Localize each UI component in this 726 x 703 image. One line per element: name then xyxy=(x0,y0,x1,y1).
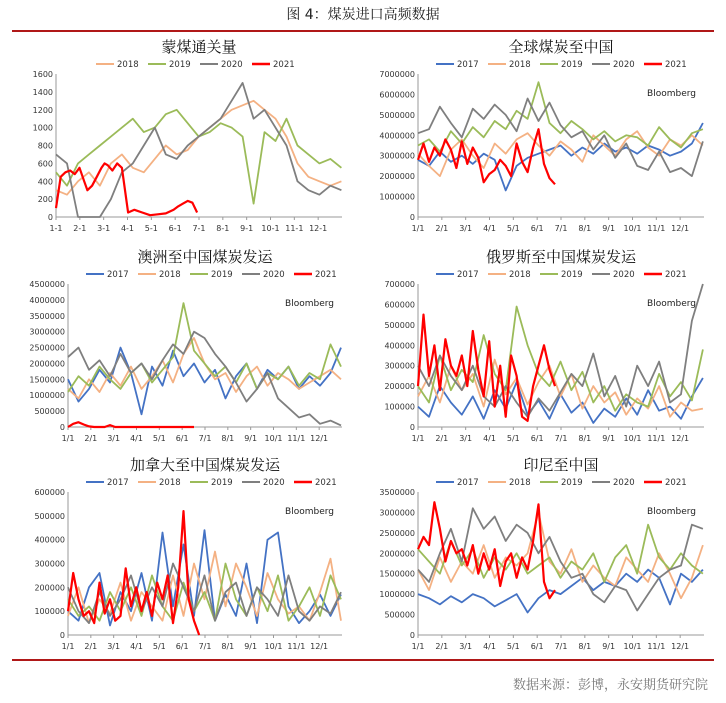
x-tick-label: 10/1 xyxy=(623,434,642,443)
series-line-2019 xyxy=(56,110,341,204)
chart-legend xyxy=(86,270,337,280)
y-tick-label: 600000 xyxy=(34,488,65,497)
x-tick-label: 1-1 xyxy=(49,224,63,233)
y-tick-label: 1500000 xyxy=(379,569,415,579)
chart-legend xyxy=(436,478,687,488)
x-tick-label: 12/1 xyxy=(671,224,690,233)
x-tick-label: 2/1 xyxy=(84,434,98,443)
legend-label-2017: 2017 xyxy=(457,60,479,70)
x-tick-label: 5-1 xyxy=(144,224,158,233)
x-tick-label: 12/1 xyxy=(671,434,690,443)
x-tick-label: 1/1 xyxy=(411,434,425,443)
x-tick-label: 3/1 xyxy=(107,642,121,651)
x-tick-label: 6/1 xyxy=(530,224,544,233)
legend-label-2021: 2021 xyxy=(665,478,687,488)
chart-title: 全球煤炭至中国 xyxy=(508,38,614,56)
x-tick-label: 6/1 xyxy=(175,642,189,651)
x-tick-label: 6/1 xyxy=(530,642,544,651)
x-tick-label: 7/1 xyxy=(198,642,212,651)
y-tick-label: 4000000 xyxy=(29,295,65,305)
legend-label-2018: 2018 xyxy=(509,478,531,488)
y-tick-label: 200 xyxy=(37,195,53,205)
chart-canada-coal-to-china xyxy=(12,454,352,659)
x-tick-label: 1/1 xyxy=(411,642,425,651)
y-tick-label: 500000 xyxy=(34,407,65,417)
chart-title: 加拿大至中国煤炭发运 xyxy=(129,456,281,474)
x-tick-label: 7/1 xyxy=(554,224,568,233)
x-tick-label: 4/1 xyxy=(483,642,496,651)
y-tick-label: 0 xyxy=(409,213,415,222)
y-tick-label: 7000000 xyxy=(379,70,415,79)
x-tick-label: 11/1 xyxy=(287,434,306,443)
y-tick-label: 3000000 xyxy=(29,327,65,337)
y-tick-label: 3000000 xyxy=(379,508,415,518)
series-line-2020 xyxy=(56,83,341,217)
y-tick-label: 4500000 xyxy=(29,280,65,289)
x-tick-label: 3/1 xyxy=(459,434,473,443)
x-tick-label: 2/1 xyxy=(84,642,98,651)
x-tick-label: 9/1 xyxy=(602,642,616,651)
legend-label-2019: 2019 xyxy=(169,60,191,70)
legend-label-2021: 2021 xyxy=(665,60,687,70)
x-tick-label: 12-1 xyxy=(309,224,328,233)
y-tick-label: 1000 xyxy=(32,123,53,133)
y-tick-label: 100000 xyxy=(34,607,65,617)
bloomberg-note: Bloomberg xyxy=(647,507,696,517)
x-tick-label: 8/1 xyxy=(221,434,235,443)
chart-title: 澳洲至中国煤炭发运 xyxy=(137,248,273,266)
legend-label-2018: 2018 xyxy=(509,270,531,280)
x-tick-label: 9/1 xyxy=(602,224,616,233)
x-tick-label: 10/1 xyxy=(623,224,642,233)
y-tick-label: 300000 xyxy=(384,361,415,371)
x-tick-label: 8/1 xyxy=(221,642,235,651)
x-tick-label: 2/1 xyxy=(435,642,449,651)
x-tick-label: 9/1 xyxy=(244,642,258,651)
legend-label-2019: 2019 xyxy=(561,478,583,488)
legend-label-2018: 2018 xyxy=(117,60,139,70)
x-tick-label: 1/1 xyxy=(61,642,75,651)
x-tick-label: 7/1 xyxy=(554,434,568,443)
legend-label-2020: 2020 xyxy=(263,478,285,488)
legend-label-2020: 2020 xyxy=(263,270,285,280)
series-line-2019 xyxy=(68,303,341,392)
y-tick-label: 500000 xyxy=(34,511,65,521)
x-tick-label: 5/1 xyxy=(152,642,166,651)
y-tick-label: 2000000 xyxy=(379,549,415,559)
y-tick-label: 1200 xyxy=(32,105,53,115)
legend-label-2019: 2019 xyxy=(561,60,583,70)
y-tick-label: 1000000 xyxy=(29,391,65,401)
y-tick-label: 2500000 xyxy=(29,343,65,353)
x-tick-label: 7/1 xyxy=(198,434,212,443)
x-tick-label: 5/1 xyxy=(506,642,520,651)
x-tick-label: 6/1 xyxy=(530,434,544,443)
chart-indonesia-coal-to-china xyxy=(362,454,714,659)
legend-label-2020: 2020 xyxy=(613,60,635,70)
bloomberg-note: Bloomberg xyxy=(285,507,334,517)
x-tick-label: 7/1 xyxy=(554,642,568,651)
x-tick-label: 5/1 xyxy=(152,434,166,443)
series-line-2021 xyxy=(56,163,197,215)
y-tick-label: 6000000 xyxy=(379,90,415,100)
chart-global-coal-to-china xyxy=(362,36,714,241)
x-tick-label: 10/1 xyxy=(264,642,283,651)
x-tick-label: 4/1 xyxy=(130,642,143,651)
chart-legend xyxy=(436,60,687,70)
x-tick-label: 2/1 xyxy=(435,434,449,443)
x-tick-label: 10-1 xyxy=(261,224,280,233)
legend-label-2021: 2021 xyxy=(315,270,337,280)
figure-title: 图 4：煤炭进口高频数据 xyxy=(286,7,440,23)
y-tick-label: 5000000 xyxy=(379,110,415,120)
y-tick-label: 2000000 xyxy=(29,359,65,369)
x-tick-label: 12/1 xyxy=(671,642,690,651)
x-tick-label: 5/1 xyxy=(506,224,520,233)
x-tick-label: 3/1 xyxy=(107,434,121,443)
x-tick-label: 3/1 xyxy=(459,224,473,233)
chart-legend xyxy=(96,60,295,70)
legend-label-2017: 2017 xyxy=(457,270,479,280)
y-tick-label: 400000 xyxy=(384,341,415,351)
x-tick-label: 4/1 xyxy=(130,434,143,443)
y-tick-label: 1600 xyxy=(32,70,53,79)
chart-legend xyxy=(436,270,687,280)
x-tick-label: 1/1 xyxy=(61,434,75,443)
y-tick-label: 500000 xyxy=(384,320,415,330)
series-line-2018 xyxy=(68,338,341,398)
x-tick-label: 9/1 xyxy=(602,434,616,443)
chart-mongolia-coal-customs xyxy=(12,36,352,241)
series-line-2018 xyxy=(56,101,341,195)
series-line-2020 xyxy=(418,99,703,177)
y-tick-label: 3500000 xyxy=(29,311,65,321)
bloomberg-note: Bloomberg xyxy=(647,89,696,99)
x-tick-label: 8/1 xyxy=(578,434,592,443)
x-tick-label: 8/1 xyxy=(578,224,592,233)
x-tick-label: 10/1 xyxy=(264,434,283,443)
source-note: 数据来源：彭博，永安期货研究院 xyxy=(512,678,708,693)
x-tick-label: 11/1 xyxy=(647,642,666,651)
x-tick-label: 9-1 xyxy=(240,224,254,233)
legend-label-2021: 2021 xyxy=(665,270,687,280)
y-tick-label: 1400 xyxy=(32,87,53,97)
bottom-divider xyxy=(12,659,714,661)
y-tick-label: 0 xyxy=(409,423,415,432)
x-tick-label: 7-1 xyxy=(192,224,206,233)
x-tick-label: 4/1 xyxy=(483,224,496,233)
y-tick-label: 3000000 xyxy=(379,151,415,161)
x-tick-label: 6-1 xyxy=(168,224,182,233)
y-tick-label: 300000 xyxy=(34,559,65,569)
legend-label-2018: 2018 xyxy=(159,478,181,488)
legend-label-2017: 2017 xyxy=(107,478,129,488)
x-tick-label: 2/1 xyxy=(435,224,449,233)
x-tick-label: 9/1 xyxy=(244,434,258,443)
legend-label-2019: 2019 xyxy=(211,270,233,280)
series-line-2017 xyxy=(418,378,703,423)
legend-label-2020: 2020 xyxy=(221,60,243,70)
x-tick-label: 3-1 xyxy=(97,224,111,233)
chart-title: 俄罗斯至中国煤炭发运 xyxy=(485,248,637,266)
x-tick-label: 11-1 xyxy=(285,224,304,233)
legend-label-2019: 2019 xyxy=(561,270,583,280)
chart-title: 蒙煤通关量 xyxy=(161,38,237,56)
y-tick-label: 1500000 xyxy=(29,375,65,385)
y-tick-label: 600 xyxy=(37,159,53,169)
series-line-2021 xyxy=(68,422,194,427)
x-tick-label: 2-1 xyxy=(73,224,87,233)
legend-label-2021: 2021 xyxy=(273,60,295,70)
bloomberg-note: Bloomberg xyxy=(285,299,334,309)
y-tick-label: 500000 xyxy=(384,610,415,620)
y-tick-label: 1000000 xyxy=(379,192,415,202)
x-tick-label: 11/1 xyxy=(287,642,306,651)
x-tick-label: 5/1 xyxy=(506,434,520,443)
y-tick-label: 3500000 xyxy=(379,488,415,497)
bloomberg-note: Bloomberg xyxy=(647,299,696,309)
legend-label-2017: 2017 xyxy=(107,270,129,280)
y-tick-label: 2000000 xyxy=(379,172,415,182)
x-tick-label: 8/1 xyxy=(578,642,592,651)
x-tick-label: 11/1 xyxy=(647,224,666,233)
chart-title: 印尼至中国 xyxy=(523,456,599,474)
x-tick-label: 6/1 xyxy=(175,434,189,443)
y-tick-label: 0 xyxy=(47,213,53,222)
x-tick-label: 4/1 xyxy=(483,434,496,443)
y-tick-label: 700000 xyxy=(384,280,415,289)
chart-russia-coal-to-china xyxy=(362,246,714,451)
x-tick-label: 8-1 xyxy=(216,224,230,233)
y-tick-label: 2500000 xyxy=(379,528,415,538)
y-tick-label: 4000000 xyxy=(379,131,415,141)
legend-label-2017: 2017 xyxy=(457,478,479,488)
legend-label-2019: 2019 xyxy=(211,478,233,488)
y-tick-label: 200000 xyxy=(384,382,415,392)
y-tick-label: 0 xyxy=(409,631,415,640)
x-tick-label: 11/1 xyxy=(647,434,666,443)
y-tick-label: 600000 xyxy=(384,300,415,310)
series-line-2017 xyxy=(68,348,341,415)
y-tick-label: 0 xyxy=(59,631,65,640)
x-tick-label: 3/1 xyxy=(459,642,473,651)
x-tick-label: 12/1 xyxy=(310,642,329,651)
x-tick-label: 12/1 xyxy=(310,434,329,443)
legend-label-2018: 2018 xyxy=(159,270,181,280)
legend-label-2020: 2020 xyxy=(613,270,635,280)
x-tick-label: 10/1 xyxy=(623,642,642,651)
legend-label-2020: 2020 xyxy=(613,478,635,488)
y-tick-label: 400 xyxy=(37,177,53,187)
y-tick-label: 200000 xyxy=(34,583,65,593)
x-tick-label: 1/1 xyxy=(411,224,425,233)
legend-label-2018: 2018 xyxy=(509,60,531,70)
y-tick-label: 1000000 xyxy=(379,590,415,600)
series-line-2018 xyxy=(418,512,703,598)
y-tick-label: 400000 xyxy=(34,535,65,545)
y-tick-label: 800 xyxy=(37,141,53,151)
y-tick-label: 100000 xyxy=(384,402,415,412)
y-tick-label: 0 xyxy=(59,423,65,432)
series-line-2021 xyxy=(418,502,555,598)
top-divider xyxy=(12,30,714,32)
chart-legend xyxy=(86,478,337,488)
x-tick-label: 4-1 xyxy=(120,224,135,233)
legend-label-2021: 2021 xyxy=(315,478,337,488)
chart-australia-coal-to-china xyxy=(12,246,352,451)
